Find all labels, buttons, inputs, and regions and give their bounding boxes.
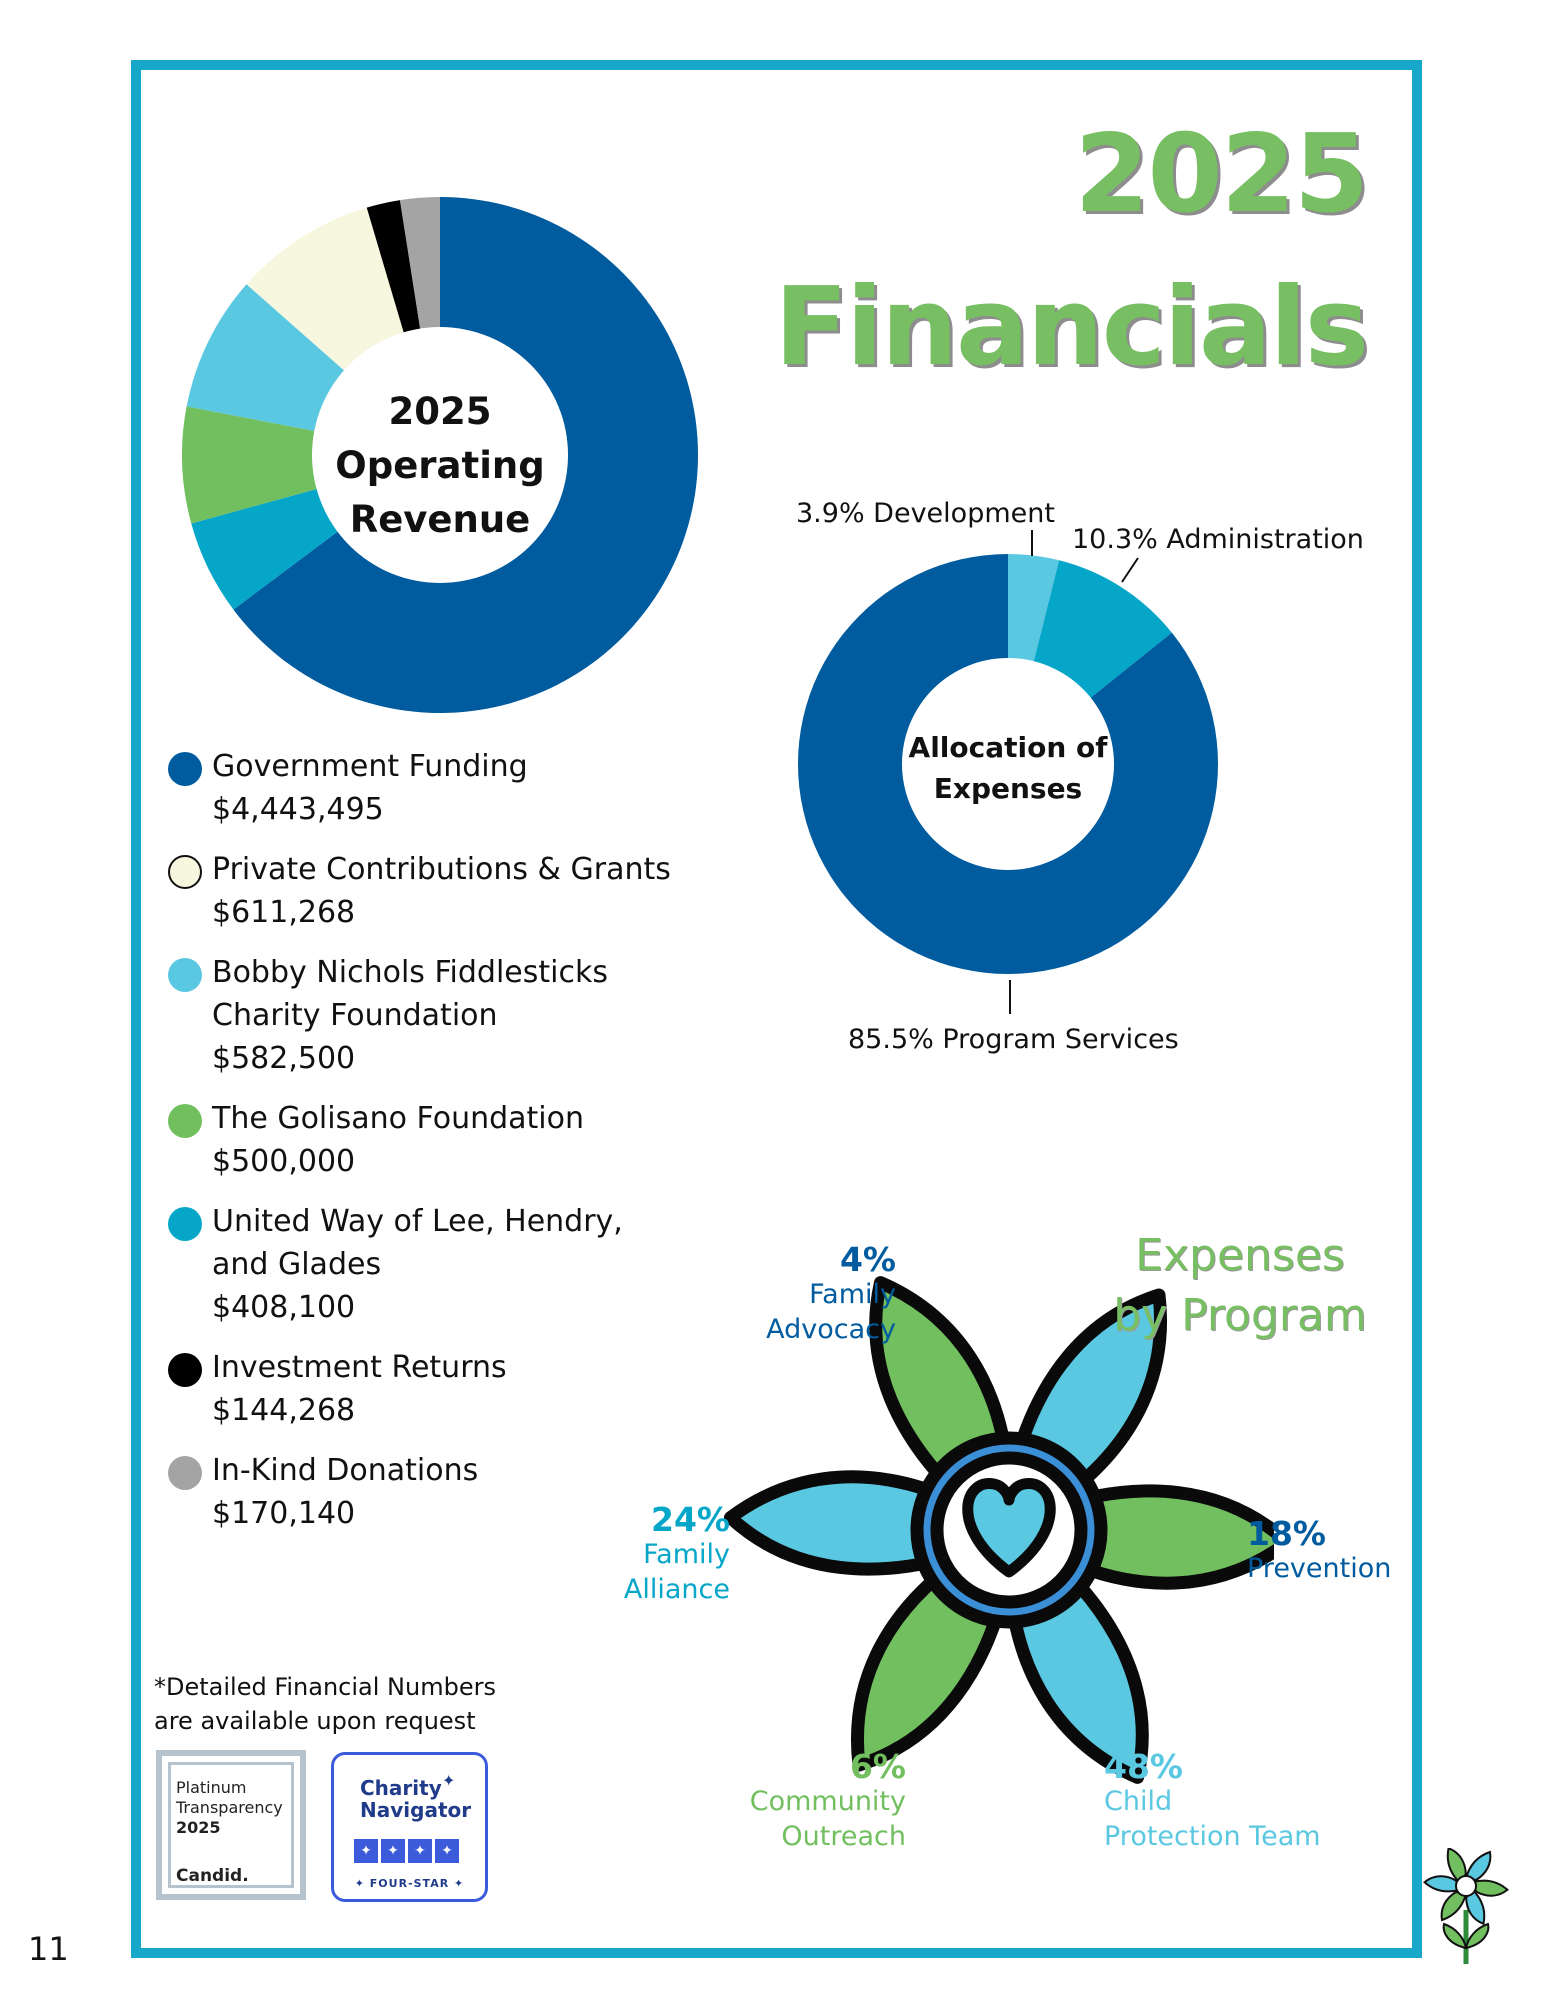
legend-name: Bobby Nichols Fiddlesticks	[212, 955, 608, 990]
pinwheel-logo-icon	[1418, 1848, 1514, 1968]
heading-line2: by Program	[1113, 1290, 1367, 1341]
cn-line2: Navigator	[360, 1798, 472, 1822]
label-program-services: 85.5% Program Services	[848, 1024, 1179, 1055]
footnote-line1: *Detailed Financial Numbers	[154, 1673, 496, 1701]
label-development: 3.9% Development	[796, 498, 1055, 529]
footnote	[154, 1670, 496, 1738]
program-pct: 24%	[651, 1500, 730, 1539]
legend-dot-in-kind	[168, 1456, 202, 1490]
program-label-line2: Protection Team	[1104, 1821, 1321, 1852]
legend-amount: $500,000	[212, 1144, 356, 1179]
star-icon: ✦	[435, 1839, 459, 1863]
program-label-line1: Child	[1104, 1786, 1173, 1817]
legend-item-golisano	[212, 1097, 584, 1183]
program-label-line2: Advocacy	[766, 1314, 896, 1345]
cn-stars	[354, 1839, 459, 1863]
legend-name: United Way of Lee, Hendry,	[212, 1204, 623, 1239]
candid-brand: Candid.	[176, 1866, 249, 1886]
legend-amount: $611,268	[212, 895, 356, 930]
program-label-line1: Community	[749, 1786, 906, 1817]
legend-item-investment	[212, 1346, 507, 1432]
legend-amount: $582,500	[212, 1041, 356, 1076]
program-label-line1: Prevention	[1247, 1553, 1392, 1584]
footnote-line2: are available upon request	[154, 1707, 476, 1735]
legend-item-united-way	[212, 1200, 623, 1329]
legend-amount: $4,443,495	[212, 792, 384, 827]
candid-line1: Platinum	[176, 1778, 247, 1797]
legend-name: Investment Returns	[212, 1350, 507, 1385]
charity-navigator-badge[interactable]	[331, 1752, 488, 1902]
program-label-line2: Outreach	[781, 1821, 906, 1852]
legend-item-bobby-nichols	[212, 951, 608, 1080]
revenue-center-line2: Operating	[335, 444, 545, 487]
expenses-center-label	[898, 727, 1118, 809]
legend-amount: $144,268	[212, 1393, 356, 1428]
expenses-leader-line-bottom	[1000, 978, 1020, 1018]
cn-line1: Charity	[360, 1776, 442, 1800]
legend-item-private	[212, 848, 671, 934]
legend-name: In-Kind Donations	[212, 1453, 479, 1488]
legend-dot-investment	[168, 1353, 202, 1387]
expenses-leader-lines-top	[990, 520, 1150, 590]
legend-amount: $408,100	[212, 1290, 356, 1325]
page-number: 11	[28, 1930, 69, 1968]
expenses-center-line2: Expenses	[933, 772, 1083, 805]
revenue-center-line1: 2025	[388, 390, 492, 433]
title-financials: Financials	[774, 265, 1367, 390]
revenue-center-line3: Revenue	[349, 498, 531, 541]
program-child-protection	[1104, 1749, 1344, 1854]
expenses-center-line1: Allocation of	[908, 731, 1108, 764]
legend-name: Private Contributions & Grants	[212, 852, 671, 887]
legend-dot-bobby-nichols	[168, 958, 202, 992]
program-pct: 48%	[1104, 1747, 1183, 1786]
cn-rating: FOUR-STAR	[369, 1877, 450, 1890]
legend-dot-private	[168, 855, 202, 889]
candid-badge[interactable]	[156, 1750, 306, 1900]
legend-dot-government	[168, 752, 202, 786]
legend-item-in-kind	[212, 1449, 478, 1535]
legend-name: Government Funding	[212, 749, 528, 784]
legend-name-line2: Charity Foundation	[212, 998, 498, 1033]
legend-name: The Golisano Foundation	[212, 1101, 584, 1136]
legend-dot-united-way	[168, 1207, 202, 1241]
program-label-line2: Alliance	[623, 1574, 730, 1605]
candid-line3: 2025	[176, 1818, 221, 1837]
legend-name-line2: and Glades	[212, 1247, 382, 1282]
revenue-center-label	[320, 385, 560, 547]
title-year: 2025	[1074, 112, 1367, 237]
cn-rating-row: ✦ FOUR-STAR ✦	[354, 1877, 465, 1890]
program-label-line1: Family	[643, 1539, 730, 1570]
star-icon: ✦	[408, 1839, 432, 1863]
legend-amount: $170,140	[212, 1496, 356, 1531]
label-administration: 10.3% Administration	[1072, 524, 1364, 555]
program-pct: 4%	[839, 1240, 896, 1279]
expenses-by-program-heading	[1090, 1226, 1390, 1346]
program-family-advocacy	[736, 1242, 896, 1347]
heading-line1: Expenses	[1135, 1230, 1345, 1281]
program-pct: 18%	[1247, 1514, 1326, 1553]
program-community-outreach	[726, 1749, 906, 1854]
legend-item-government	[212, 745, 528, 831]
candid-line2: Transparency	[176, 1798, 283, 1817]
star-icon: ✦	[354, 1839, 378, 1863]
sparkle-icon: ✦	[442, 1771, 456, 1790]
program-family-alliance	[590, 1502, 730, 1607]
program-label-line1: Family	[809, 1279, 896, 1310]
program-pct: 6%	[849, 1747, 906, 1786]
program-prevention	[1247, 1516, 1397, 1586]
star-icon: ✦	[381, 1839, 405, 1863]
legend-dot-golisano	[168, 1104, 202, 1138]
